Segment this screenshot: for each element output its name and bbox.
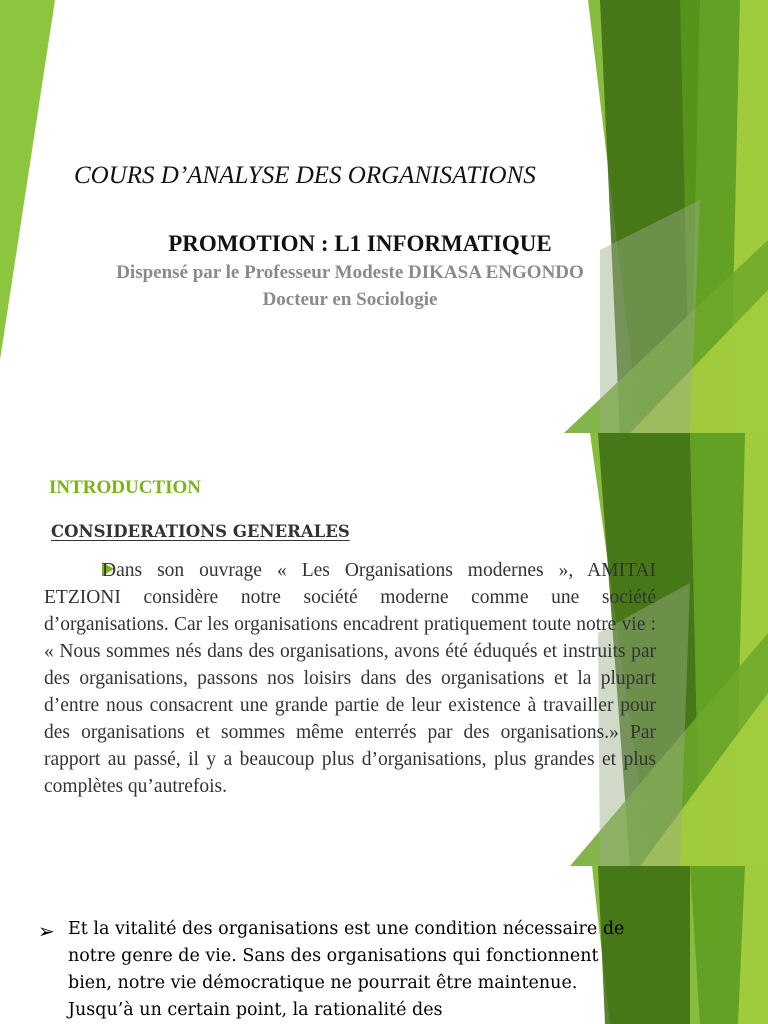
intro-paragraph: Dans son ouvrage « Les Organisations modernes », AMITAI ETZIONI considère notre société moderne comme une société d’organisations. Car les organisations encadrent pratiquement toute notre vie : « Nous sommes nés dans des organisations, avons été éduqués et instruits par des organisations, passons nos loisirs dans des organisations et la plupart d’entre nous consacrent une grande partie de leur existence à travailler pour des organisations et sommes même enterrés par des organisations.» Par rapport au passé, il y a beaucoup plus d’organisations, plus grandes et plus complètes qu’autrefois.	[44, 560, 656, 797]
course-title: COURS D’ANALYSE DES ORGANISATIONS	[74, 162, 536, 189]
section-title: INTRODUCTION	[49, 477, 202, 498]
green-decoration-right	[0, 0, 768, 433]
professor-label: Dispensé par le Professeur Modeste DIKASA ENGONDO	[116, 262, 584, 283]
slide-title	[0, 0, 768, 433]
bullet-arrowhead-icon: ➢	[38, 919, 55, 943]
vitality-paragraph: Et la vitalité des organisations est une condition nécessaire de notre genre de vie. Sans des organisations qui fonctionnent bien, notre vie démocratique ne pourrait être maintenue. Jusqu’à un certain point, la rationalité des	[68, 919, 625, 1020]
section-heading: CONSIDERATIONS GENERALES	[51, 522, 350, 541]
promotion-label: PROMOTION : L1 INFORMATIQUE	[168, 231, 552, 256]
degree-label: Docteur en Sociologie	[262, 289, 438, 310]
